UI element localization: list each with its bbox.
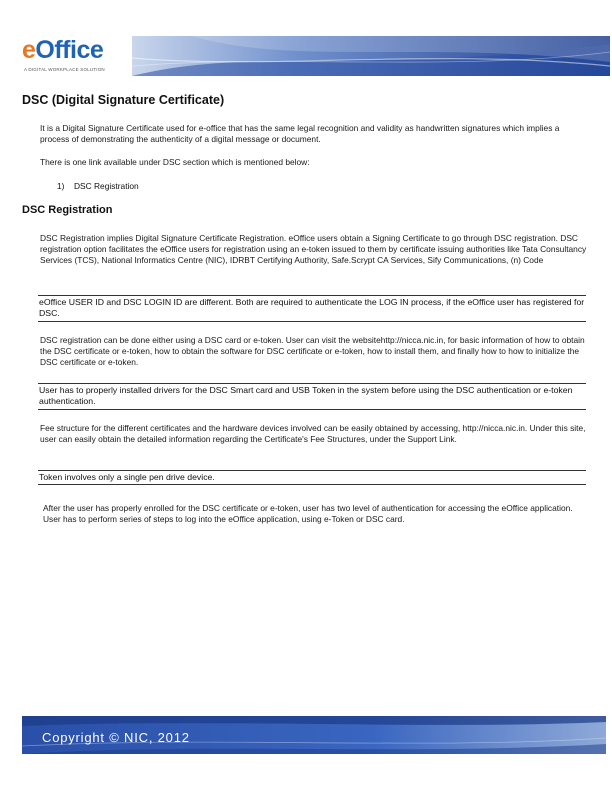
fee-structure-paragraph: Fee structure for the different certificates and the hardware devices involved can be easily obtained by accessing, http://nicca.nic.in. Under this site, user can easily obtain the detailed information regarding the Certificate's Fee Structures, under the Support Link.: [40, 423, 586, 445]
authentication-paragraph: After the user has properly enrolled for the DSC certificate or e-token, user has two level of authentication for accessing the eOffice application. User has to perform series of steps to log into the eOffice application, using e-Token or DSC card.: [43, 503, 573, 525]
logo-e: e: [22, 36, 36, 64]
dsc-registration-paragraph: DSC Registration implies Digital Signature Certificate Registration. eOffice users obtain a Signing Certificate to go through DSC registration. DSC registration option facilitates the eOffice users for registration using an e-token issued to them by certificate issuing authorities like Tata Consultancy Services (TCS), National Informatics Centre (NIC), IDRBT Certifying Authority, Safe.Scrypt CA Services, Sify Communications, (n) Code: [40, 233, 587, 266]
list-item-number: 1): [57, 181, 65, 191]
logo-tagline: A DIGITAL WORKPLACE SOLUTION: [24, 67, 105, 72]
dsc-card-token-paragraph: DSC registration can be done either using a DSC card or e-token. User can visit the websitehttp://nicca.nic.in, for basic information of how to obtain the DSC certificate or e-token, how to obtain the software for DSC certificate or e-token, how to install them, and finally how to how to initialize the DSC certificate or e-token.: [40, 335, 585, 368]
copyright-text: Copyright © NIC, 2012: [42, 730, 190, 745]
intro-links-sentence: There is one link available under DSC section which is mentioned below:: [40, 157, 310, 167]
logo-wordmark: [22, 36, 103, 64]
eoffice-logo: [22, 36, 134, 82]
page-header: [0, 28, 612, 78]
logo-office: Office: [35, 36, 104, 64]
note-box-login-id: eOffice USER ID and DSC LOGIN ID are different. Both are required to authenticate the LOG IN process, if the eOffice user has registered for DSC.: [38, 295, 586, 322]
intro-paragraph: It is a Digital Signature Certificate used for e-office that has the same legal recognition and validity as handwritten signatures which implies a process of demonstrating the authenticity of a digital message or document.: [40, 123, 560, 145]
header-banner-graphic: [132, 36, 610, 76]
note-box-token: Token involves only a single pen drive device.: [38, 470, 586, 485]
note-box-drivers: User has to properly installed drivers for the DSC Smart card and USB Token in the system before using the DSC authentication or e-token authentication.: [38, 383, 586, 410]
page-footer: [22, 716, 606, 754]
document-title: DSC (Digital Signature Certificate): [22, 93, 225, 107]
list-item-text: DSC Registration: [74, 181, 139, 191]
list-item: [57, 181, 139, 191]
section-title: DSC Registration: [22, 204, 113, 216]
